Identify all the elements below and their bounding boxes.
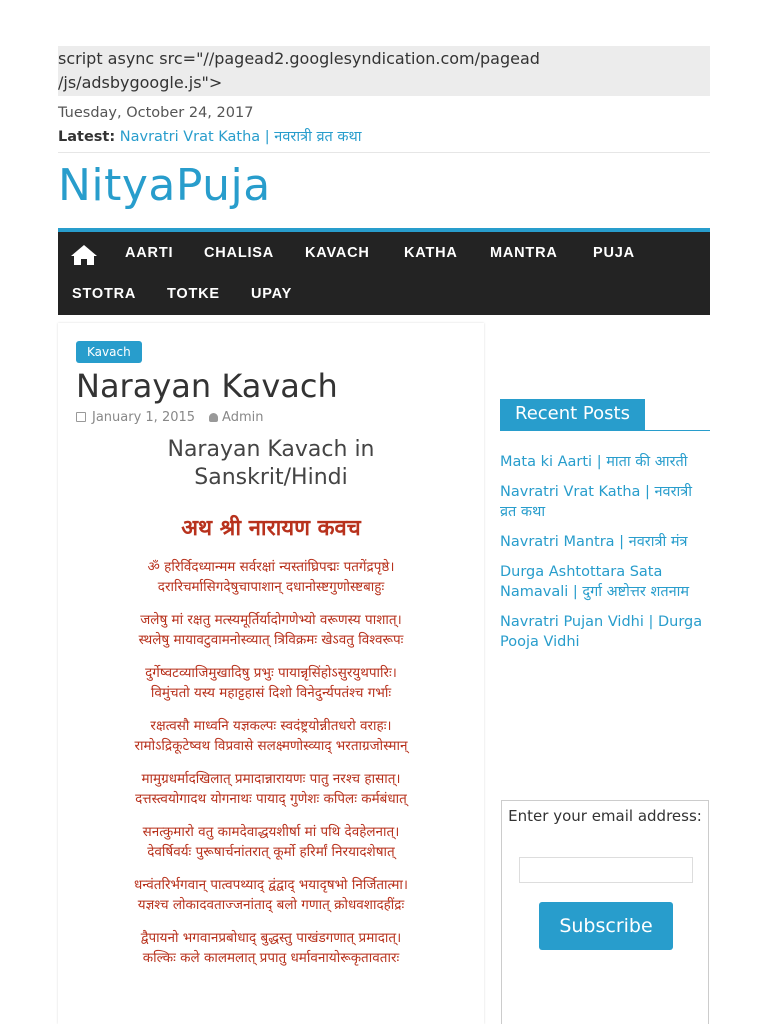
nav-item-aarti[interactable]: AARTI <box>125 245 174 261</box>
verse-line: द्वैपायनो भगवानप्रबोधाद् बुद्धस्तु पाखंडगणात् प्रमादात्। <box>140 930 402 946</box>
category-badge[interactable]: Kavach <box>76 341 142 363</box>
nav-item-stotra[interactable]: STOTRA <box>72 286 137 302</box>
ad-line-1: script async src="//pagead2.googlesyndication.com/pagead <box>58 49 540 68</box>
header-divider <box>58 152 710 153</box>
verse-line: धन्वंतरिर्भगवान् पात्वपथ्याद् द्वंद्वाद् भयादृषभो निर्जितात्मा। <box>133 877 409 893</box>
verse <box>58 769 484 809</box>
post-article <box>58 323 484 1024</box>
verse-line: मामुग्रधर्मादखिलात् प्रमादान्नारायणः पातु नरश्च हासात्। <box>141 771 401 787</box>
nav-item-katha[interactable]: KATHA <box>404 245 458 261</box>
recent-posts-list <box>500 452 710 662</box>
verse <box>58 822 484 862</box>
home-icon[interactable] <box>70 243 98 267</box>
verse <box>58 557 484 597</box>
email-input[interactable] <box>519 857 693 883</box>
recent-post-link[interactable]: Navratri Mantra | नवरात्री मंत्र <box>500 534 688 550</box>
verse-list <box>58 557 484 981</box>
verse-line: रामोऽद्रिकूटेष्वथ विप्रवासे सलक्ष्मणोस्व्याद् भरताग्रजोस्मान् <box>134 738 408 754</box>
nav-item-totke[interactable]: TOTKE <box>167 286 220 302</box>
verse-line: सनत्कुमारो वतु कामदेवाद्धयशीर्षा मां पथि देवहेलनात्। <box>142 824 400 840</box>
verse <box>58 610 484 650</box>
ad-line-2: /js/adsbygoogle.js"> <box>58 73 223 92</box>
subscribe-button[interactable]: Subscribe <box>539 902 673 950</box>
verse-line: देवर्षिवर्यः पुरूषार्चनांतरात् कूर्मो हरिर्मां निरयादशेषात् <box>147 844 395 860</box>
calendar-icon <box>76 412 86 422</box>
verse-line: ॐ हरिर्विदध्यान्मम सर्वरक्षां न्यस्तांघ्रिपद्मः पतगेंद्रपृष्ठे। <box>147 559 395 575</box>
verse-line: जलेषु मां रक्षतु मत्स्यमूर्तिर्यादोगणेभ्यो वरूणस्य पाशात्। <box>140 612 402 628</box>
recent-post-link[interactable]: Navratri Vrat Katha | नवरात्री व्रत कथा <box>500 484 693 520</box>
post-meta <box>76 410 263 425</box>
latest-link[interactable]: Navratri Vrat Katha | नवरात्री व्रत कथा <box>119 129 362 145</box>
post-date[interactable]: January 1, 2015 <box>92 410 196 425</box>
verse <box>58 663 484 703</box>
verse-line: दत्तस्त्वयोगादथ योगनाथः पायाद् गुणेशः कपिलः कर्मबंधात् <box>135 791 407 807</box>
post-author[interactable]: Admin <box>222 410 264 425</box>
latest-ticker <box>58 126 362 146</box>
post-subheading <box>58 436 484 492</box>
nav-item-chalisa[interactable]: CHALISA <box>204 245 275 261</box>
verse <box>58 716 484 756</box>
user-icon <box>209 413 218 422</box>
site-title[interactable]: NityaPuja <box>58 160 271 211</box>
latest-label: Latest: <box>58 129 116 145</box>
nav-item-puja[interactable]: PUJA <box>593 245 635 261</box>
subscribe-label: Enter your email address: <box>508 807 702 825</box>
header-date: Tuesday, October 24, 2017 <box>58 105 254 121</box>
recent-posts-heading <box>500 399 710 431</box>
verse-line: दुर्गेष्वटव्याजिमुखादिषु प्रभुः पायान्नृसिंहोऽसुरयुथपारिः। <box>145 665 397 681</box>
sanskrit-title: अथ श्री नारायण कवच <box>181 516 361 541</box>
verse-line: दरारिचर्मासिगदेषुचापाशान् दधानोस्ष्टगुणोस्ष्टबाहुः <box>157 579 385 595</box>
nav-item-upay[interactable]: UPAY <box>251 286 293 302</box>
recent-post-link[interactable]: Mata ki Aarti | माता की आरती <box>500 454 688 470</box>
verse <box>58 928 484 968</box>
recent-post-link[interactable]: Navratri Pujan Vidhi | Durga Pooja Vidhi <box>500 614 703 650</box>
recent-posts-title: Recent Posts <box>500 399 645 430</box>
post-title: Narayan Kavach <box>76 367 338 405</box>
nav-item-mantra[interactable]: MANTRA <box>490 245 558 261</box>
recent-post-link[interactable]: Durga Ashtottara Sata Namavali | दुर्गा अष्टोत्तर शतनाम <box>500 564 690 600</box>
subscribe-widget <box>501 800 709 1024</box>
nav-item-kavach[interactable]: KAVACH <box>305 245 370 261</box>
verse-line: यज्ञश्च लोकादवताज्जनांताद् बलो गणात् क्रोधवशादहींद्रः <box>137 897 405 913</box>
verse-line: कल्किः कले कालमलात् प्रपातु धर्मावनायोरूकृतावतारः <box>142 950 400 966</box>
main-nav <box>58 228 710 315</box>
subheading-line-1: Narayan Kavach in <box>167 437 375 462</box>
ad-script-text <box>58 46 710 96</box>
verse <box>58 875 484 915</box>
verse-line: स्थलेषु मायावटुवामनोस्व्यात् त्रिविक्रमः खेऽवतु विश्वरूपः <box>138 632 404 648</box>
verse-line: रक्षत्वसौ माध्वनि यज्ञकल्पः स्वदंष्ट्रयोन्नीतधरो वराहः। <box>150 718 392 734</box>
subheading-line-2: Sanskrit/Hindi <box>194 465 348 490</box>
verse-line: विमुंचतो यस्य महाट्टहासं दिशो विनेदुर्न्यपतंश्च गर्भाः <box>150 685 392 701</box>
